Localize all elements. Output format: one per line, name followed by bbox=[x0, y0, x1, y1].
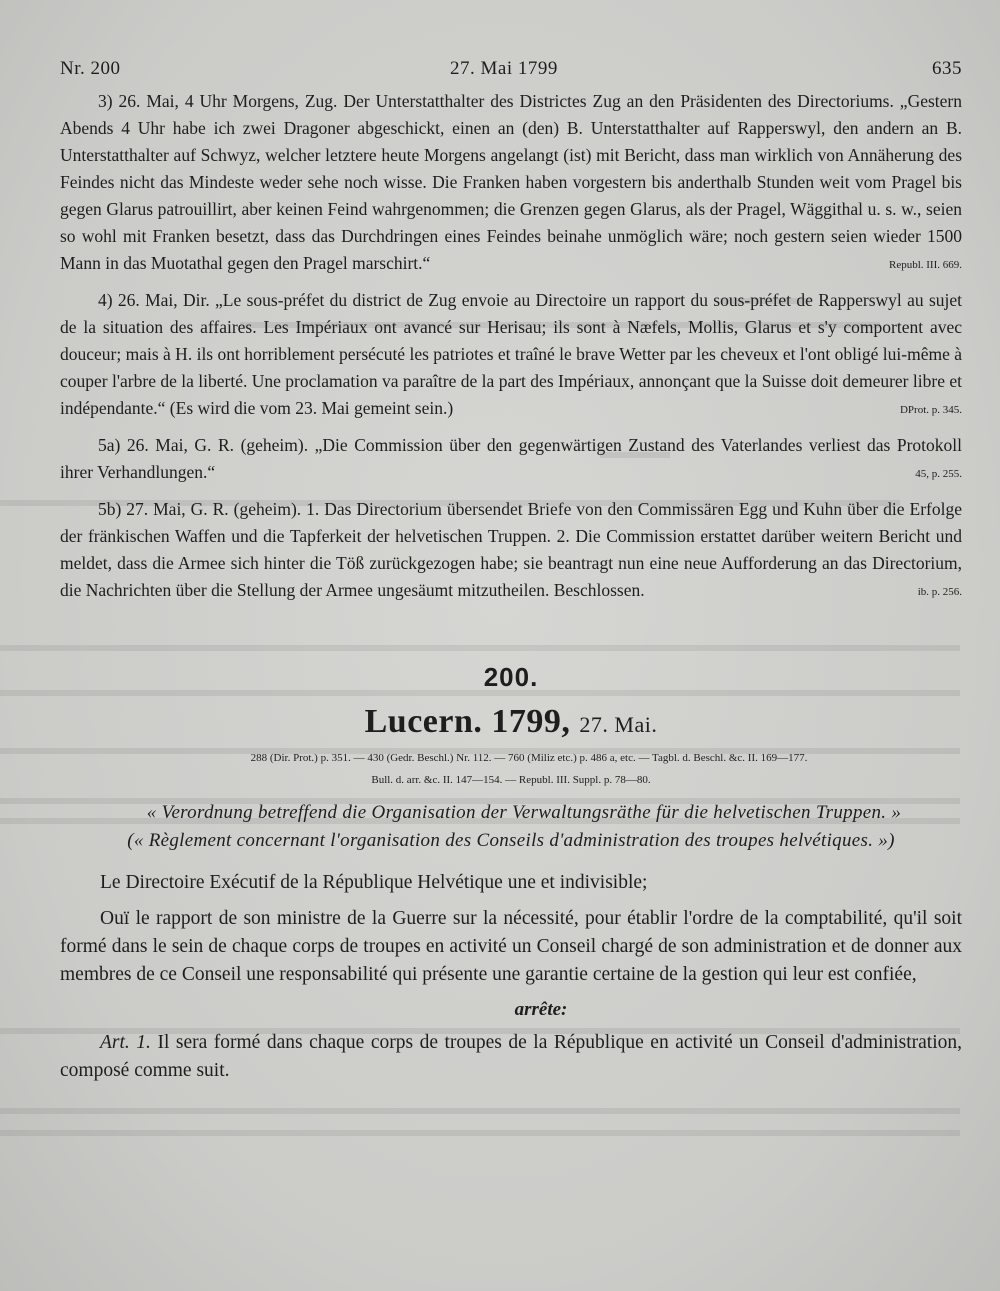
entry-reference: ib. p. 256. bbox=[917, 586, 962, 598]
decree-considerant: Ouï le rapport de son ministre de la Guerre sur la nécessité, pour établir l'ordre de la comptabilité, qu'il soit formé dans le sein de chaque corps de troupes en activité un Conseil chargé de son administration et de donner aux membres de ce Conseil une responsabilité qui présente une garantie certaine de la gestion qui leur est confiée, bbox=[60, 908, 962, 985]
article-1-label: Art. 1. bbox=[100, 1032, 151, 1053]
source-line-2: Bull. d. arr. &c. II. 147—154. — Republ. III. Suppl. p. 78—80. bbox=[371, 774, 651, 786]
source-line-1: 288 (Dir. Prot.) p. 351. — 430 (Gedr. Beschl.) Nr. 112. — 760 (Miliz etc.) p. 486 a, etc. — Tagbl. d. Beschl. &c. II. 169—177. bbox=[250, 752, 808, 764]
header-document-number: Nr. 200 bbox=[60, 58, 121, 79]
entry-3 bbox=[60, 88, 962, 277]
document-place-year: Lucern. 1799, bbox=[364, 703, 571, 740]
entry-text: 4) 26. Mai, Dir. „Le sous-préfet du district de Zug envoie au Directoire un rapport du sous-préfet de Rapperswyl au sujet de la situation des affaires. Les Impériaux ont avancé sur Herisau; ils sont à Næfels, Mollis, Glarus et s'y comportent avec douceur; mais à H. ils ont horriblement persécuté les patriotes et traîné le brave Wetter par les cheveux et l'ont obligé lui-même à couper l'arbre de la liberté. Une proclamation va paraître de la part des Impériaux, annonçant que la Suisse doit demeurer libre et indépendante.“ (Es wird die vom 23. Mai gemeint sein.) bbox=[60, 290, 962, 418]
header-date: 27. Mai 1799 bbox=[450, 58, 558, 79]
article-1-text: Il sera formé dans chaque corps de troupes de la République en activité un Conseil d'administration, composé comme suit. bbox=[60, 1032, 963, 1081]
document-day: 27. Mai. bbox=[579, 712, 658, 737]
document-number: 200. bbox=[483, 662, 539, 692]
article-1 bbox=[60, 1029, 962, 1085]
decree-preamble: Le Directoire Exécutif de la République Helvétique une et indivisible; bbox=[100, 872, 648, 893]
page-number: 635 bbox=[932, 58, 962, 79]
entry-reference: 45, p. 255. bbox=[915, 468, 962, 480]
decree-arrete: arrête: bbox=[514, 999, 568, 1020]
decree-body bbox=[60, 869, 962, 1085]
entry-text: 5a) 26. Mai, G. R. (geheim). „Die Commission über den gegenwärtigen Zustand des Vaterlandes verliest das Protokoll ihrer Verhandlungen.“ bbox=[60, 435, 962, 482]
entry-5b bbox=[60, 496, 962, 604]
document-title-french: (« Règlement concernant l'organisation des Conseils d'administration des troupes helvétiques. ») bbox=[127, 830, 895, 851]
entry-text: 3) 26. Mai, 4 Uhr Morgens, Zug. Der Unterstatthalter des Districtes Zug an den Präsidenten des Directoriums. „Gestern Abends 4 Uhr habe ich zwei Dragoner abgeschickt, einen an (den) B. Unterstatthalter auf Rapperswyl, den andern an B. Unterstatthalter auf Schwyz, welcher letztere heute Morgens angelangt (ist) mit Bericht, dass man wirklich von Annäherung des Feindes nicht das Mindeste weder sehe noch wisse. Die Franken haben vorgestern bis anderthalb Stunden weit vom Pragel bis gegen Glarus patrouillirt, aber keinen Feind wahrgenommen; die Grenzen gegen Glarus, als der Pragel, Wäggithal u. s. w., seien so wohl mit Franken besetzt, dass das Durchdringen eines Feindes beinahe unmöglich wäre; noch gestern seien wieder 1500 Mann in das Muotathal gegen den Pragel marschirt.“ bbox=[60, 91, 962, 273]
entry-reference: Republ. III. 669. bbox=[888, 259, 962, 271]
entry-5a bbox=[60, 432, 962, 486]
document-place-date bbox=[60, 703, 962, 741]
entry-4 bbox=[60, 287, 962, 422]
running-header bbox=[60, 58, 962, 88]
source-references bbox=[60, 747, 962, 791]
page-content bbox=[60, 58, 962, 1085]
entry-text: 5b) 27. Mai, G. R. (geheim). 1. Das Directorium übersendet Briefe von den Commissären Egg und Kuhn über die Erfolge der fränkischen Waffen und die Tapferkeit der helvetischen Truppen. 2. Die Commission erstattet darüber weitern Bericht und meldet, dass die Armee sich hinter die Töß zurückgezogen habe; sie beantragt nun eine neue Aufforderung an das Directorium, die Nachrichten über die Stellung der Armee ungesäumt mitzutheilen. Beschlossen. bbox=[60, 499, 962, 600]
entry-reference: DProt. p. 345. bbox=[899, 404, 962, 416]
document-title-german: « Verordnung betreffend die Organisation der Verwaltungsräthe für die helvetischen Truppen. » bbox=[146, 802, 902, 823]
